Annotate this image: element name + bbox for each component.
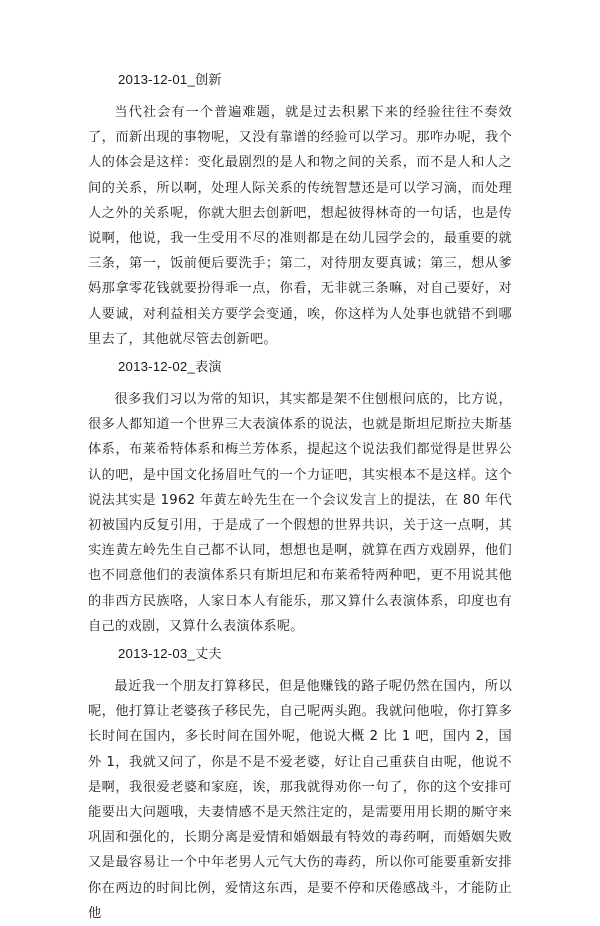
entry-title: 2013-12-01_创新 (118, 72, 222, 87)
entry-title: 2013-12-03_丈夫 (118, 646, 222, 662)
entry-body: 最近我一个朋友打算移民，但是他赚钱的路子呢仍然在国内，所以呢，他打算让老婆孩子移民先，自己呢两头跑。我就问他啦，你打算多长时间在国内，多长时间在国外呢，他说大概 2 比 1 吧，国内 2，国外 1，我就又问了，你是不是不爱老婆，好让自己重获自由呢，他说不是啊，我很爱老婆和家庭，诶，那我就得劝你一句了，你的这个安排可能要出大问题哦，夫妻情感不是天然注定的，是需要用用长期的厮守来巩固和强化的，长期分离是爱情和婚姻最有特效的毒药啊，而婚姻失败又是最容易让一个中年老男人元气大伤的毒药，所以你可能要重新安排你在两边的时间比例，爱情这东西，是要不停和厌倦感战斗，才能防止他 (88, 679, 512, 921)
entry-body: 当代社会有一个普遍难题，就是过去积累下来的经验往往不奏效了，而新出现的事物呢，又没有靠谱的经验可以学习。那咋办呢，我个人的体会是这样：变化最剧烈的是人和物之间的关系，而不是人和人之间的关系，所以啊，处理人际关系的传统智慧还是可以学习滴，而处理人之外的关系呢，你就大胆去创新吧，想起彼得林奇的一句话，也是传说啊，他说，我一生受用不尽的准则都是在幼儿园学会的，最重要的就三条，第一，饭前便后要洗手；第二，对待朋友要真诚；第三，想从爹妈那拿零花钱就要扮得乖一点，你看，无非就三条嘛，对自己要好，对人要诚，对利益相关方要学会变通，唉，你这样为人处事也就错不到哪里去了，其他就尽管去创新吧。 (88, 105, 512, 347)
entry-body: 很多我们习以为常的知识，其实都是架不住刨根问底的，比方说，很多人都知道一个世界三大表演体系的说法，也就是斯坦尼斯拉夫斯基体系，布莱希特体系和梅兰芳体系，提起这个说法我们都觉得是世界公认的吧，是中国文化扬眉吐气的一个力证吧，其实根本不是这样。这个说法其实是 1962 年黄左岭先生在一个会议发言上的提法，在 80 年代初被国内反复引用，于是成了一个假想的世界共识，关于这一点啊，其实连黄左岭先生自己都不认同，想想也是啊，就算在西方戏剧界，他们也不同意他们的表演体系只有斯坦尼和布莱希特两种吧，更不用说其他的非西方民族咯，人家日本人有能乐，那又算什么表演体系，印度也有自己的戏剧，又算什么表演体系呢。 (88, 392, 512, 634)
diary-entry-2 (88, 356, 512, 639)
entry-title: 2013-12-02_表演 (118, 359, 222, 375)
diary-entry-1 (88, 69, 512, 352)
diary-entry-3 (88, 643, 512, 926)
